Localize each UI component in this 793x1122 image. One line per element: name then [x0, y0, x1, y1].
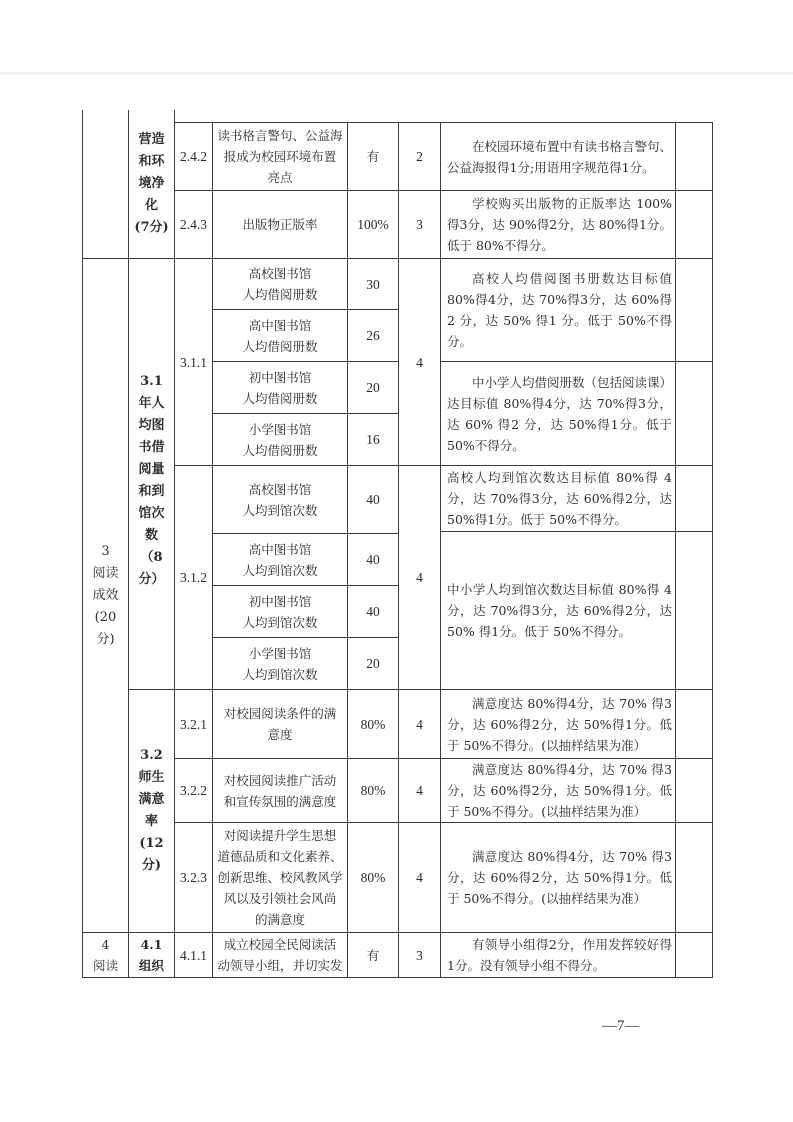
criteria-cell: [440, 465, 676, 532]
criteria-text: 有领导小组得2分，作用发挥较好得1分。没有领导小组不得分。: [447, 937, 672, 973]
indicator-line: 的满意度: [254, 912, 305, 927]
indicator-line: 报成为校园环境布置: [223, 149, 337, 164]
indicator-line: 人均到馆次数: [242, 666, 318, 682]
remarks-cell: [675, 689, 713, 759]
criteria-cell: [440, 258, 676, 362]
subcategory-line: 和环: [138, 154, 165, 169]
indicator-cell: [212, 122, 348, 191]
item-code: 3.2.1: [174, 689, 213, 759]
category-line: 3: [101, 543, 110, 559]
subcategory-line: 组织: [138, 958, 164, 973]
indicator-line: 高中图书馆: [248, 541, 312, 557]
indicator-cell: [212, 258, 348, 310]
indicator-line: 初中图书馆: [248, 593, 312, 609]
indicator-cell: [212, 465, 348, 534]
remarks-cell: [675, 932, 713, 978]
subcategory-line: 化: [144, 198, 158, 213]
subcategory-line: 3.1: [140, 374, 163, 389]
criteria-cell: [440, 361, 676, 466]
indicator-line: 对校园阅读推广活动: [223, 772, 337, 788]
criteria-cell: [440, 689, 676, 759]
target-value: 30: [347, 258, 399, 310]
target-value: 20: [347, 637, 399, 690]
item-code: 4.1.1: [174, 932, 213, 978]
subcategory-line: 4.1: [140, 937, 163, 952]
subcategory-line: 师生: [138, 770, 165, 785]
indicator-line: 人均借阅册数: [242, 390, 318, 406]
criteria-text: 中小学人均到馆次数达目标值 80%得 4分，达 70%得3分，达 60%得2分，达50% 得1分。低于 50%不得分。: [447, 582, 672, 639]
category-line: 分): [96, 631, 115, 647]
item-code: 3.1.1: [174, 258, 213, 466]
target-value: 16: [347, 413, 399, 466]
category-line: 成效: [92, 587, 119, 603]
criteria-text: 满意度达 80%得4分，达 70% 得3分，达 60%得2分，达 50%得1分。低于 50%不得分。(以抽样结果为准）: [447, 695, 672, 753]
indicator-line: 小学图书馆: [248, 421, 312, 437]
subcategory-line: (12: [139, 836, 164, 851]
category-cell-continued: [82, 110, 129, 259]
score-value: 3: [398, 190, 441, 259]
criteria-cell: [440, 531, 676, 690]
indicator-line: 高校图书馆: [248, 481, 312, 497]
target-value: 80%: [347, 758, 399, 823]
criteria-text: 中小学人均借阅册数（包括阅读课）达目标值 80%得4分，达 70%得3分，达 60% 得2 分，达 50%得1分。低于50%不得分。: [447, 374, 673, 453]
indicator-cell: [212, 689, 348, 759]
target-value: 有: [347, 932, 399, 978]
subcategory-cell-2-4: [128, 110, 175, 259]
indicator-line: 亮点: [267, 170, 293, 185]
indicator-line: 人均借阅册数: [242, 442, 318, 458]
subcategory-cell-3-1: [128, 258, 175, 690]
subcategory-line: 3.2: [140, 748, 163, 763]
category-line: (20: [94, 609, 117, 625]
indicator-line: 高校图书馆: [248, 266, 312, 281]
target-value: 40: [347, 585, 399, 638]
indicator-line: 意度: [267, 727, 293, 742]
indicator-line: 小学图书馆: [248, 645, 312, 661]
indicator-line: 风以及引领社会风尚: [223, 891, 337, 906]
indicator-line: 高中图书馆: [248, 317, 312, 333]
score-value: 2: [398, 122, 441, 191]
subcategory-line: 境净: [138, 176, 165, 191]
remarks-cell: [675, 361, 713, 466]
indicator-cell: [212, 413, 348, 466]
category-cell-3: [82, 258, 129, 933]
category-line: 阅读: [92, 958, 118, 973]
subcategory-line: (7分): [134, 220, 169, 235]
subcategory-line: 书借: [138, 440, 165, 455]
remarks-cell: [675, 822, 713, 933]
remarks-cell: [675, 465, 713, 532]
score-value: 3: [398, 932, 441, 978]
target-value: 40: [347, 533, 399, 586]
indicator-line: 人均借阅册数: [242, 338, 318, 354]
subcategory-line: 年人: [138, 396, 165, 411]
remarks-cell: [675, 531, 713, 690]
indicator-cell: [212, 361, 348, 414]
item-code: 3.1.2: [174, 465, 213, 690]
item-code: 3.2.3: [174, 822, 213, 933]
target-value: 20: [347, 361, 399, 414]
indicator-line: 人均到馆次数: [242, 562, 318, 578]
indicator-cell: [212, 932, 348, 978]
category-line: 阅读: [92, 565, 119, 581]
indicator-line: 动领导小组，并切实发: [217, 958, 343, 973]
indicator-cell: [212, 637, 348, 690]
criteria-cell: [440, 822, 676, 933]
criteria-text: 高校人均到馆次数达目标值 80%得 4分，达 70%得3分，达 60%得2分，达50%得1分。低于 50%不得分。: [447, 470, 672, 527]
score-value: 4: [398, 822, 441, 933]
target-value: 26: [347, 309, 399, 362]
remarks-cell: [675, 258, 713, 362]
score-value: 4: [398, 465, 441, 690]
subcategory-line: 均图: [138, 418, 165, 433]
score-value: 4: [398, 689, 441, 759]
indicator-cell: [212, 822, 348, 933]
score-value: 4: [398, 758, 441, 823]
criteria-text: 满意度达 80%得4分，达 70% 得3分，达 60%得2分，达 50%得1分。低于 50%不得分。(以抽样结果为准）: [447, 849, 672, 906]
criteria-text: 学校购买出版物的正版率达 100%得3分，达 90%得2分，达 80%得1分。低于 80%不得分。: [447, 196, 672, 253]
criteria-cell: [440, 932, 676, 978]
subcategory-line: 分): [141, 858, 162, 873]
indicator-line: 读书格言警句、公益海: [217, 128, 343, 143]
indicator-line: 创新思维、校风教风学: [217, 870, 343, 885]
indicator-line: 初中图书馆: [248, 369, 312, 385]
item-code: 2.4.3: [174, 190, 213, 259]
remarks-cell: [675, 190, 713, 259]
subcategory-line: 率: [144, 814, 158, 829]
target-value: 100%: [347, 190, 399, 259]
indicator-cell: [212, 533, 348, 586]
remarks-cell: [675, 758, 713, 823]
indicator-line: 道德品质和文化素养、: [217, 849, 343, 864]
target-value: 有: [347, 122, 399, 191]
category-cell-4: [82, 932, 129, 978]
indicator-cell: [212, 309, 348, 362]
subcategory-line: 分）: [138, 572, 165, 587]
criteria-text: 在校园环境布置中有读书格言警句、公益海报得1分;用语用字规范得1分。: [447, 138, 673, 175]
subcategory-line: （8: [140, 550, 163, 565]
target-value: 80%: [347, 822, 399, 933]
subcategory-line: 数: [144, 528, 158, 543]
subcategory-cell-3-2: [128, 689, 175, 933]
indicator-line: 人均到馆次数: [242, 614, 318, 630]
indicator-cell: [212, 585, 348, 638]
page-number: —7—: [602, 1018, 640, 1034]
subcategory-line: 营造: [138, 132, 165, 147]
indicator-line: 成立校园全民阅读活: [223, 937, 337, 952]
indicator-line: 对阅读提升学生思想: [223, 828, 337, 843]
target-value: 40: [347, 465, 399, 534]
category-line: 4: [101, 937, 110, 952]
subcategory-cell-4-1: [128, 932, 175, 978]
remarks-cell: [675, 122, 713, 191]
indicator-line: 和宣传氛围的满意度: [223, 793, 337, 809]
indicator-line: 对校园阅读条件的满: [223, 706, 337, 721]
target-value: 80%: [347, 689, 399, 759]
item-code: 3.2.2: [174, 758, 213, 823]
criteria-text: 高校人均借阅图书册数达目标值 80%得4分，达 70%得3分，达 60%得2 分，达 50% 得1 分。低于 50%不得分。: [447, 271, 672, 349]
criteria-cell: [440, 758, 676, 823]
item-code: 2.4.2: [174, 122, 213, 191]
subcategory-line: 和到: [138, 484, 165, 499]
subcategory-line: 满意: [138, 792, 165, 807]
indicator-cell: [212, 190, 348, 259]
subcategory-line: 阅量: [138, 462, 165, 477]
indicator-line: 出版物正版率: [242, 217, 318, 232]
criteria-cell: [440, 122, 676, 191]
criteria-cell: [440, 190, 676, 259]
indicator-line: 人均到馆次数: [242, 502, 318, 518]
indicator-line: 人均借阅册数: [242, 287, 318, 302]
score-value: 4: [398, 258, 441, 466]
criteria-text: 满意度达 80%得4分，达 70% 得3分，达 60%得2分，达 50%得1分。低于 50%不得分。(以抽样结果为准）: [447, 762, 672, 819]
subcategory-line: 馆次: [138, 506, 165, 521]
indicator-cell: [212, 758, 348, 823]
